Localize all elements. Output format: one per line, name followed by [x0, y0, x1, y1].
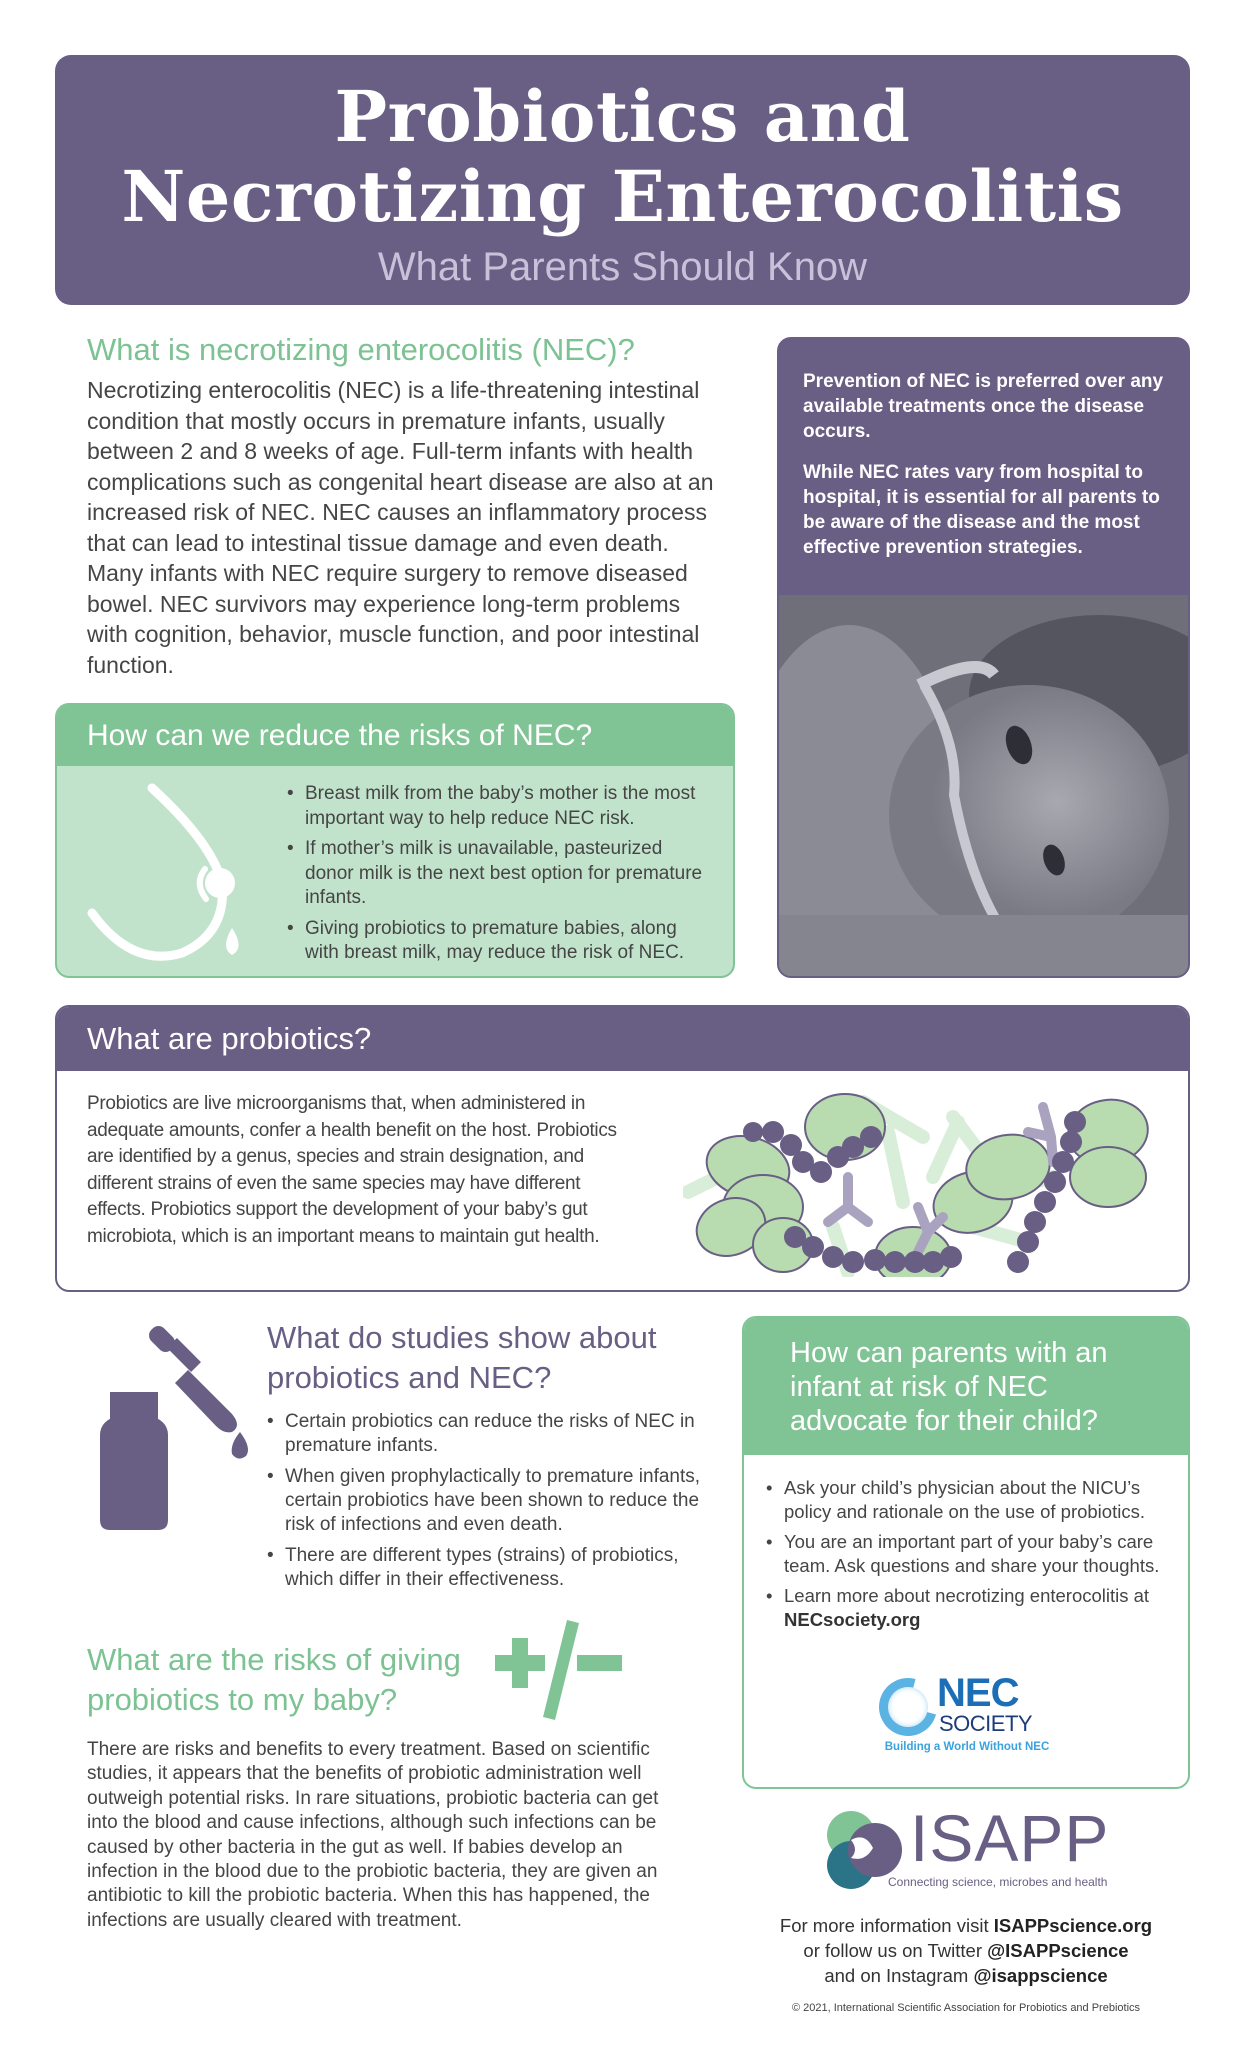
- list-item: • Certain probiotics can reduce the risks of NEC in premature infants.: [265, 1410, 715, 1458]
- title-line-1: Probiotics and: [334, 75, 911, 158]
- nec-society-logo[interactable]: [877, 1671, 1057, 1766]
- advocate-card: [742, 1316, 1190, 1789]
- contact-line-website: [742, 1913, 1190, 1938]
- list-item: • If mother’s milk is unavailable, pasteurized donor milk is the next best option for premature infants.: [285, 837, 715, 911]
- list-item: [764, 1584, 1184, 1632]
- list-item: • There are different types (strains) of probiotics, which differ in their effectiveness.: [265, 1544, 715, 1592]
- plus-minus-icon: [495, 1620, 630, 1720]
- title-line-2: Necrotizing Enterocolitis: [121, 155, 1124, 238]
- breast-milk-icon: [82, 783, 242, 968]
- studies-list: [265, 1410, 715, 1599]
- risks-body: There are risks and benefits to every treatment. Based on scientific studies, it appears that the benefits of probiotic administration well outweigh potential risks. In rare situations, probiotic bacteria can get into the blood and cause infections, although such infections can be caused by other bacteria in the gut as well. If babies develop an infection in the blood due to the probiotic bacteria, they are given an antibiotic to kill the probiotic bacteria. When this has happened, the infections are usually cleared with treatment.: [87, 1739, 659, 1931]
- contact-line-instagram: [742, 1963, 1190, 1988]
- reduce-risks-card: [55, 703, 735, 978]
- copyright: © 2021, International Scientific Association for Probiotics and Prebiotics: [791, 2002, 1141, 2014]
- list-item: • Breast milk from the baby’s mother is the most important way to help reduce NEC risk.: [285, 782, 715, 831]
- nec-logo-name: NEC: [937, 1671, 1019, 1715]
- what-is-nec-body: Necrotizing enterocolitis (NEC) is a life-threatening intestinal condition that mostly occurs in premature infants, usually between 2 and 8 weeks of age. Full-term infants with health complications such as congenital heart disease are also at an increased risk of NEC. NEC causes an inflammatory process that can lead to intestinal tissue damage and even death. Many infants with NEC require surgery to remove diseased bowel. NEC survivors may experience long-term problems with cognition, behavior, muscle function, and poor intestinal function.: [87, 377, 714, 678]
- what-are-probiotics-card: [55, 1005, 1190, 1292]
- contact-info: [742, 1913, 1190, 1988]
- twitter-handle-link[interactable]: @ISAPPscience: [987, 1940, 1129, 1961]
- isapp-website-link[interactable]: ISAPPscience.org: [993, 1915, 1153, 1936]
- risks-heading: What are the risks of giving probiotics to my baby?: [87, 1642, 461, 1717]
- probiotics-header: [57, 1007, 1188, 1071]
- nec-society-link[interactable]: NECsociety.org: [784, 1609, 921, 1630]
- isapp-wordmark: ISAPP: [910, 1801, 1110, 1875]
- prevention-text: [803, 369, 1173, 560]
- prevention-paragraph-1: Prevention of NEC is preferred over any available treatments once the disease occurs.: [803, 371, 1164, 442]
- contact-line-twitter: [742, 1938, 1190, 1963]
- page-subtitle: What Parents Should Know: [377, 245, 868, 289]
- reduce-risks-list: [285, 782, 715, 972]
- advocate-heading: How can parents with an infant at risk of NEC advocate for their child?: [790, 1337, 1108, 1437]
- nec-logo-tagline: Building a World Without NEC: [884, 1741, 1050, 1753]
- reduce-risks-header: [57, 705, 733, 766]
- advocate-header: [744, 1318, 1188, 1455]
- list-item: • You are an important part of your baby’s care team. Ask questions and share your thoughts.: [764, 1530, 1184, 1578]
- page-title: [55, 77, 1190, 237]
- contact-text: For more information visit: [779, 1915, 994, 1936]
- title-banner: [55, 55, 1190, 305]
- isapp-tagline: Connecting science, microbes and health: [888, 1875, 1108, 1889]
- microbes-illustration: [683, 1077, 1163, 1277]
- probiotics-body: Probiotics are live microorganisms that, when administered in adequate amounts, confer a health benefit on the host. Probiotics are identified by a genus, species and strain designation, and different strains of even the same species may have different effects. Probiotics support the development of your baby’s gut microbiota, which is an important means to maintain gut health.: [87, 1093, 617, 1247]
- list-item: • Ask your child’s physician about the NICU’s policy and rationale on the use of probiotics.: [764, 1476, 1184, 1524]
- dropper-bottle-icon: [80, 1320, 260, 1530]
- what-is-nec-heading: What is necrotizing enterocolitis (NEC)?: [87, 332, 635, 367]
- list-item-text: Learn more about necrotizing enterocolitis at: [784, 1585, 1150, 1606]
- contact-text: or follow us on Twitter: [803, 1940, 988, 1961]
- studies-heading: What do studies show about probiotics and NEC?: [267, 1320, 657, 1395]
- contact-text: and on Instagram: [824, 1965, 974, 1986]
- advocate-list: [764, 1476, 1184, 1638]
- probiotics-heading: What are probiotics?: [87, 1021, 372, 1056]
- nec-logo-society: SOCIETY: [939, 1711, 1033, 1736]
- reduce-risks-heading: How can we reduce the risks of NEC?: [87, 719, 593, 752]
- list-item: • Giving probiotics to premature babies, along with breast milk, may reduce the risk of NEC.: [285, 917, 715, 966]
- list-item: • When given prophylactically to premature infants, certain probiotics have been shown to reduce the risk of infections and even death.: [265, 1465, 715, 1537]
- prevention-paragraph-2: While NEC rates vary from hospital to hospital, it is essential for all parents to be aware of the disease and the most effective prevention strategies.: [803, 462, 1160, 558]
- isapp-logo[interactable]: [825, 1801, 1125, 1893]
- instagram-handle-link[interactable]: @isappscience: [973, 1965, 1108, 1986]
- prevention-card: [777, 337, 1190, 978]
- infant-photo-illustration: [779, 595, 1188, 978]
- infant-photo: [779, 595, 1188, 978]
- nec-logo-swirl-icon: [868, 1667, 947, 1746]
